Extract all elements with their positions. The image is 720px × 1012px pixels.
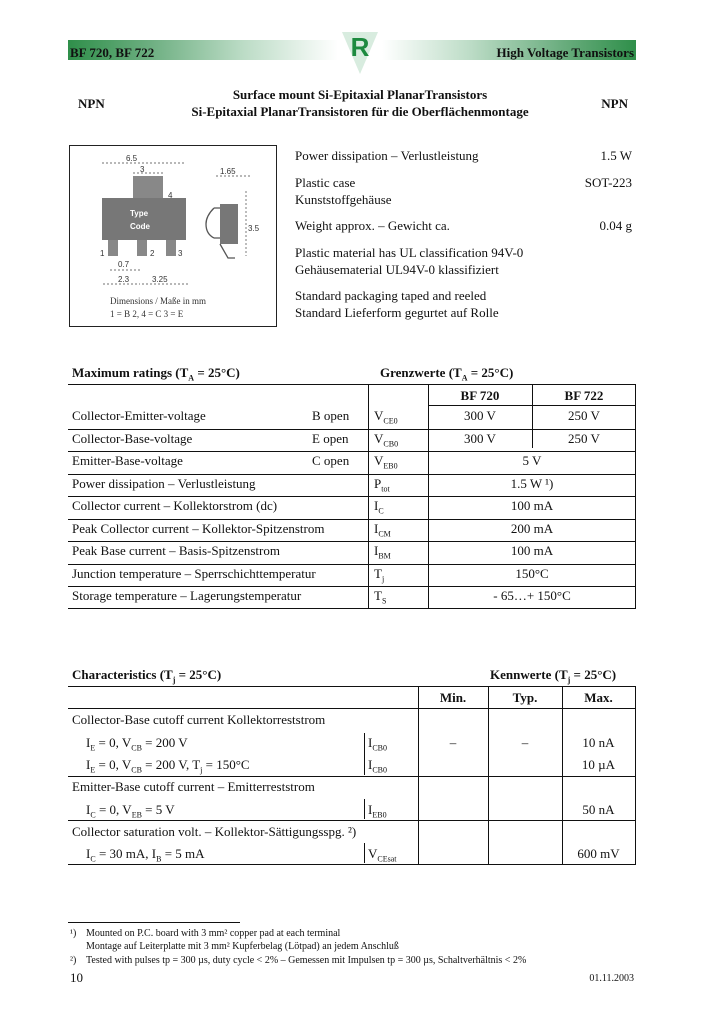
col-bf722: BF 722 (564, 388, 604, 403)
char-g1-typ: – (521, 735, 529, 750)
dim-height: 3.5 (248, 224, 260, 233)
footnote-1-line-1: Mounted on P.C. board with 3 mm² copper pad at each terminal (86, 928, 341, 939)
max-rating-symbol: $T_S$ (374, 588, 387, 606)
dim-pitch-a: 2.3 (118, 275, 130, 284)
max-rating-symbol: $V_{CB0}$ (374, 431, 399, 449)
char-g3-max: 600 mV (577, 846, 620, 861)
char-g2-title: Emitter-Base cutoff current – Emitterreststrom (72, 779, 315, 794)
package-drawing-box (69, 145, 277, 327)
footnote-1-mark: ¹) (70, 928, 77, 939)
max-ratings-table (68, 385, 636, 609)
footnote-1-line-2: Montage auf Leiterplatte mit 3 mm² Kupferbelag (Lötpad) an jedem Anschluß (86, 941, 399, 952)
max-rating-symbol: $I_{BM}$ (374, 543, 391, 561)
max-rating-condition: C open (312, 453, 350, 468)
header-part-numbers: BF 720, BF 722 (70, 45, 155, 60)
spec-case-label: Plastic case (295, 175, 356, 190)
max-rating-value: 100 mA (510, 498, 554, 513)
marking-type: Type (130, 209, 149, 218)
max-rating-value-bf720: 300 V (464, 431, 496, 446)
max-rating-value-bf722: 250 V (568, 408, 600, 423)
max-rating-symbol: $T_j$ (374, 566, 385, 584)
max-rating-symbol: $V_{CE0}$ (374, 408, 398, 426)
title-line-1: Surface mount Si-Epitaxial PlanarTransistors (232, 87, 488, 102)
char-g1-max-1: 10 nA (582, 735, 615, 750)
package-caption-1: Dimensions / Maße in mm (110, 296, 206, 306)
pin-2-label: 2 (150, 249, 155, 258)
spec-power-label: Power dissipation – Verlustleistung (295, 148, 479, 163)
spec-weight-label: Weight approx. – Gewicht ca. (295, 218, 450, 233)
spec-packaging-label-de: Standard Lieferform gegurtet auf Rolle (295, 305, 499, 320)
spec-case-value: SOT-223 (584, 175, 632, 190)
dim-pitch-b: 3.25 (152, 275, 168, 284)
spec-power-value: 1.5 W (600, 148, 632, 163)
characteristics-title-de: Kennwerte $(T_j = 25^\circ C)$ (490, 667, 617, 685)
max-rating-param: Collector-Emitter-voltage (72, 408, 206, 423)
max-rating-param: Junction temperature – Sperrschichttemperatur (72, 566, 316, 581)
spec-ul-label-de: Gehäusematerial UL94V-0 klassifiziert (295, 262, 499, 277)
spec-ul-label: Plastic material has UL classification 94V-0 (295, 245, 524, 260)
characteristics-title: Characteristics $(T_j = 25^\circ C)$ (72, 667, 222, 685)
package-caption-2: 1 = B 2, 4 = C 3 = E (110, 309, 184, 319)
col-bf720: BF 720 (460, 388, 500, 403)
char-g1-cond-2: $I_E = 0$, $V_{CB} = 200$ V, $T_j = 150^\circ C$ (86, 757, 250, 775)
pin-3-label: 3 (178, 249, 183, 258)
char-g3-title: Collector saturation volt. – Kollektor-Sättigungsspg. ²) (72, 824, 357, 839)
char-g2-max: 50 nA (582, 802, 615, 817)
char-g1-max-2: 10 µA (581, 757, 616, 772)
char-g1-min: – (449, 735, 457, 750)
max-rating-value: 100 mA (510, 543, 554, 558)
char-g2-sym: $I_{EB0}$ (368, 802, 387, 820)
footnote-rule (68, 922, 240, 923)
spec-case-label-de: Kunststoffgehäuse (295, 192, 392, 207)
max-rating-param: Peak Collector current – Kollektor-Spitzenstrom (72, 521, 325, 536)
max-rating-param: Collector current – Kollektorstrom (dc) (72, 498, 278, 513)
col-typ: Typ. (512, 690, 538, 705)
package-drawing (70, 146, 276, 326)
marking-code: Code (130, 222, 150, 231)
max-rating-value: 1.5 W ¹) (510, 476, 554, 491)
max-rating-param: Peak Base current – Basis-Spitzenstrom (72, 543, 280, 558)
max-rating-value-bf722: 250 V (568, 431, 600, 446)
max-rating-value: 5 V (522, 453, 542, 468)
max-rating-condition: B open (312, 408, 350, 423)
spec-weight-value: 0.04 g (599, 218, 632, 233)
footer-date: 01.11.2003 (589, 973, 634, 984)
dim-pad: 3 (140, 165, 145, 174)
characteristics-table (68, 687, 636, 865)
char-g1-cond-1: $I_E = 0$, $V_{CB} = 200$ V (86, 735, 188, 753)
logo-letter: R (350, 32, 370, 62)
spec-packaging-label: Standard packaging taped and reeled (295, 288, 487, 303)
max-rating-param: Power dissipation – Verlustleistung (72, 476, 256, 491)
max-ratings-title: Maximum ratings $(T_A = 25^\circ C)$ (72, 365, 240, 383)
dim-side: 1.65 (220, 167, 236, 176)
max-rating-value: 150°C (515, 566, 549, 581)
footnote-2-mark: ²) (70, 955, 77, 966)
dim-pitch-small: 0.7 (118, 260, 130, 269)
max-rating-value: - 65…+ 150°C (493, 588, 571, 603)
max-rating-param: Emitter-Base-voltage (72, 453, 183, 468)
page-number: 10 (70, 970, 83, 985)
max-ratings-title-de: Grenzwerte $(T_A = 25^\circ C)$ (380, 365, 514, 383)
max-rating-condition: E open (312, 431, 349, 446)
char-g2-cond: $I_C = 0$, $V_{EB} = 5$ V (86, 802, 175, 820)
footnote-2-line: Tested with pulses tp = 300 µs, duty cycle < 2% – Gemessen mit Impulsen tp = 300 µs, Schaltverhältnis < 2% (86, 955, 527, 966)
col-max: Max. (584, 690, 613, 705)
max-rating-param: Collector-Base-voltage (72, 431, 193, 446)
max-rating-param: Storage temperature – Lagerungstemperatur (72, 588, 302, 603)
title-line-2: Si-Epitaxial PlanarTransistoren für die Oberflächenmontage (191, 104, 529, 119)
char-g3-cond: $I_C = 30$ mA, $I_B = 5$ mA (86, 846, 205, 864)
char-g3-sym: $V_{CEsat}$ (368, 846, 397, 864)
char-g1-sym-1: $I_{CB0}$ (368, 735, 388, 753)
max-rating-value: 200 mA (510, 521, 554, 536)
max-rating-symbol: $I_{CM}$ (374, 521, 391, 539)
max-rating-value-bf720: 300 V (464, 408, 496, 423)
max-rating-symbol: $V_{EB0}$ (374, 453, 398, 471)
max-rating-symbol: $P_{tot}$ (374, 476, 390, 494)
pin-1-label: 1 (100, 249, 105, 258)
char-g1-title: Collector-Base cutoff current Kollektorreststrom (72, 712, 326, 727)
max-rating-symbol: $I_C$ (374, 498, 384, 516)
brand-logo (336, 30, 384, 74)
dim-width: 6.5 (126, 154, 138, 163)
col-min: Min. (439, 690, 467, 705)
pin-4-label: 4 (168, 191, 173, 200)
header-category: High Voltage Transistors (496, 45, 634, 60)
polarity-left: NPN (78, 96, 105, 111)
char-g1-sym-2: $I_{CB0}$ (368, 757, 388, 775)
polarity-right: NPN (601, 96, 628, 111)
